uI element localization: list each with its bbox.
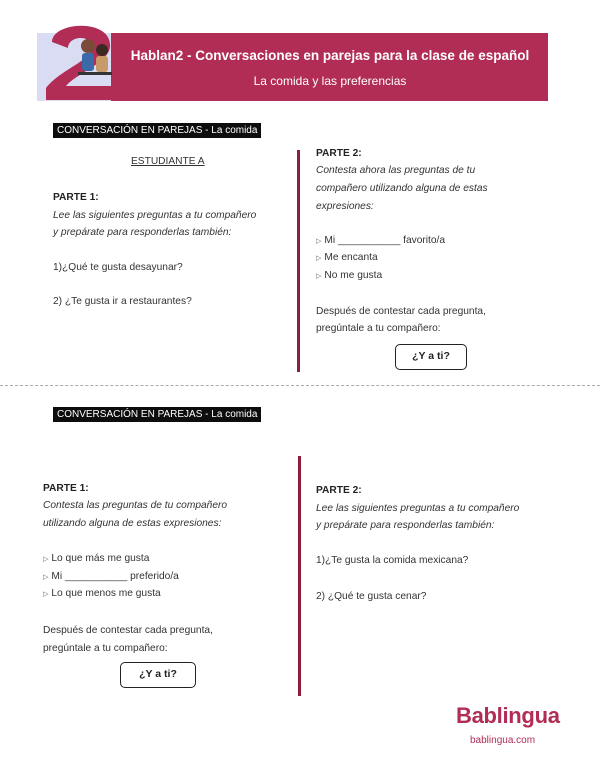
expression-bullet: ▷ No me gusta <box>316 270 383 281</box>
top-question-2: 2) ¿Te gusta ir a restaurantes? <box>53 296 192 307</box>
triangle-bullet-icon: ▷ <box>43 574 49 581</box>
top-part2-instruction: expresiones: <box>316 201 374 212</box>
bottom-after-instruction: Después de contestar cada pregunta, <box>43 625 213 636</box>
expression-bullet: ▷ Me encanta <box>316 252 378 263</box>
expression-bullet: ▷ Mi ___________ preferido/a <box>43 571 179 582</box>
expression-bullet: ▷ Lo que más me gusta <box>43 553 150 564</box>
triangle-bullet-icon: ▷ <box>43 556 49 563</box>
bablingua-logo: Bablingua <box>456 703 560 728</box>
top-part1-instruction: Lee las siguientes preguntas a tu compañero <box>53 210 257 221</box>
conversation-label-bottom: CONVERSACIÓN EN PAREJAS - La comida <box>53 407 261 422</box>
y-a-ti-button: ¿Y a ti? <box>120 662 196 688</box>
bottom-part2-instruction: y prepárate para responderlas también: <box>316 520 495 531</box>
bottom-question-2: 2) ¿Qué te gusta cenar? <box>316 591 427 602</box>
page-title: Hablan2 - Conversaciones en parejas para la clase de español <box>130 48 530 63</box>
bottom-part2-heading: PARTE 2: <box>316 485 362 496</box>
student-label: ESTUDIANTE A <box>131 156 205 167</box>
bottom-part1-heading: PARTE 1: <box>43 483 89 494</box>
bottom-part2-instruction: Lee las siguientes preguntas a tu compañero <box>316 503 520 514</box>
bottom-question-1: 1)¿Te gusta la comida mexicana? <box>316 555 469 566</box>
top-part1-heading: PARTE 1: <box>53 192 99 203</box>
bablingua-url: bablingua.com <box>470 735 536 746</box>
cut-line <box>0 385 600 386</box>
triangle-bullet-icon: ▷ <box>43 591 49 598</box>
bottom-divider-bar <box>298 456 301 696</box>
expression-bullet: ▷ Lo que menos me gusta <box>43 588 161 599</box>
top-after-instruction: Después de contestar cada pregunta, <box>316 306 486 317</box>
top-part2-instruction: Contesta ahora las preguntas de tu <box>316 165 476 176</box>
triangle-bullet-icon: ▷ <box>316 273 322 280</box>
expression-bullet: ▷ Mi ___________ favorito/a <box>316 235 446 246</box>
top-after-instruction: pregúntale a tu compañero: <box>316 323 441 334</box>
bottom-part1-instruction: utilizando alguna de estas expresiones: <box>43 518 222 529</box>
top-part2-heading: PARTE 2: <box>316 148 362 159</box>
top-question-1: 1)¿Qué te gusta desayunar? <box>53 262 183 273</box>
page-subtitle: La comida y las preferencias <box>253 74 407 88</box>
top-divider-bar <box>297 150 300 372</box>
bottom-part1-instruction: Contesta las preguntas de tu compañero <box>43 500 228 511</box>
y-a-ti-button: ¿Y a ti? <box>395 344 467 370</box>
top-part2-instruction: compañero utilizando alguna de estas <box>316 183 488 194</box>
triangle-bullet-icon: ▷ <box>316 238 322 245</box>
top-part1-instruction: y prepárate para responderlas también: <box>53 227 232 238</box>
conversation-label-top: CONVERSACIÓN EN PAREJAS - La comida <box>53 123 261 138</box>
triangle-bullet-icon: ▷ <box>316 255 322 262</box>
bottom-after-instruction: pregúntale a tu compañero: <box>43 643 168 654</box>
